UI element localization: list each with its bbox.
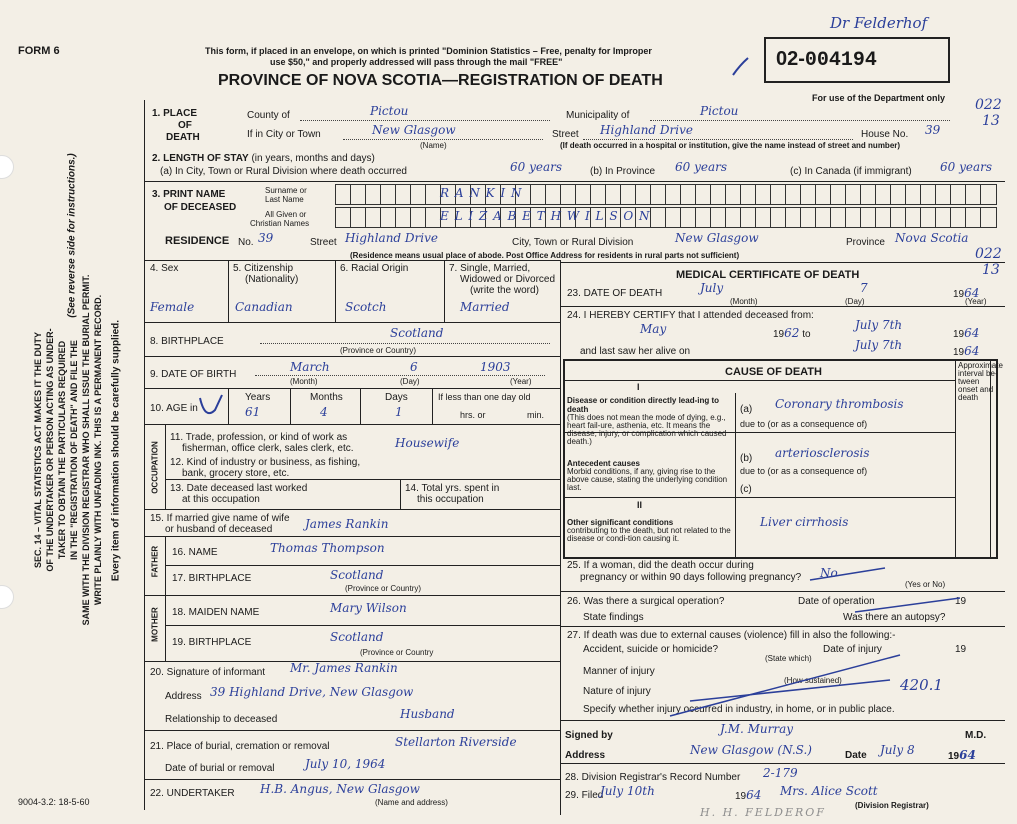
dept-code: 022	[975, 246, 1002, 262]
notice-line-2: use $50," and properly addressed will pass through the mail "FREE"	[270, 57, 563, 67]
city-value: New Glasgow	[372, 123, 456, 137]
dept-code: 022	[975, 97, 1002, 113]
dept-code: 13	[982, 262, 1000, 278]
municipality-value: Pictou	[700, 104, 739, 118]
county-value: Pictou	[370, 104, 409, 118]
street-value: Highland Drive	[600, 123, 694, 137]
form-id: FORM 6	[18, 45, 60, 57]
dept-use-label: For use of the Department only	[812, 93, 946, 103]
top-right-note: Dr Felderhof	[830, 14, 928, 32]
given-name-value: E L I Z A B E T H W I L S O N	[440, 209, 651, 223]
form-title: PROVINCE OF NOVA SCOTIA—REGISTRATION OF DEATH	[218, 72, 663, 89]
side-instructions: SEC. 14 – VITAL STATISTICS ACT MAKES IT THE DUTY OF THE UNDERTAKER OR PERSON ACTING AS UNDER- TAKER TO OBTAIN THE PARTICULARS REQUIRED IN THE "REGISTRATION OF DEATH" AND FILE THE SAME WITH THE DIVISION REGISTRAR WHO SHALL ISSUE THE BURIAL PERMIT. WRITE PLAINLY WITH UNFADING INK. THIS IS A PERMANENT RECORD. Every item of information should be carefully supplied. (See reverse side for instructions.)	[33, 153, 122, 626]
filed-stamp: H. H. FELDEROF	[700, 806, 826, 819]
notice-line-1: This form, if placed in an envelope, on which is printed "Dominion Statistics – Free, penalty for Improper	[205, 46, 652, 56]
dept-code: 13	[982, 113, 1000, 129]
footer-code: 9004-3.2: 18-5-60	[18, 797, 90, 807]
surname-value: R A N K I N	[440, 186, 523, 200]
house-value: 39	[925, 123, 941, 137]
registration-number: 02-004194	[776, 48, 877, 72]
